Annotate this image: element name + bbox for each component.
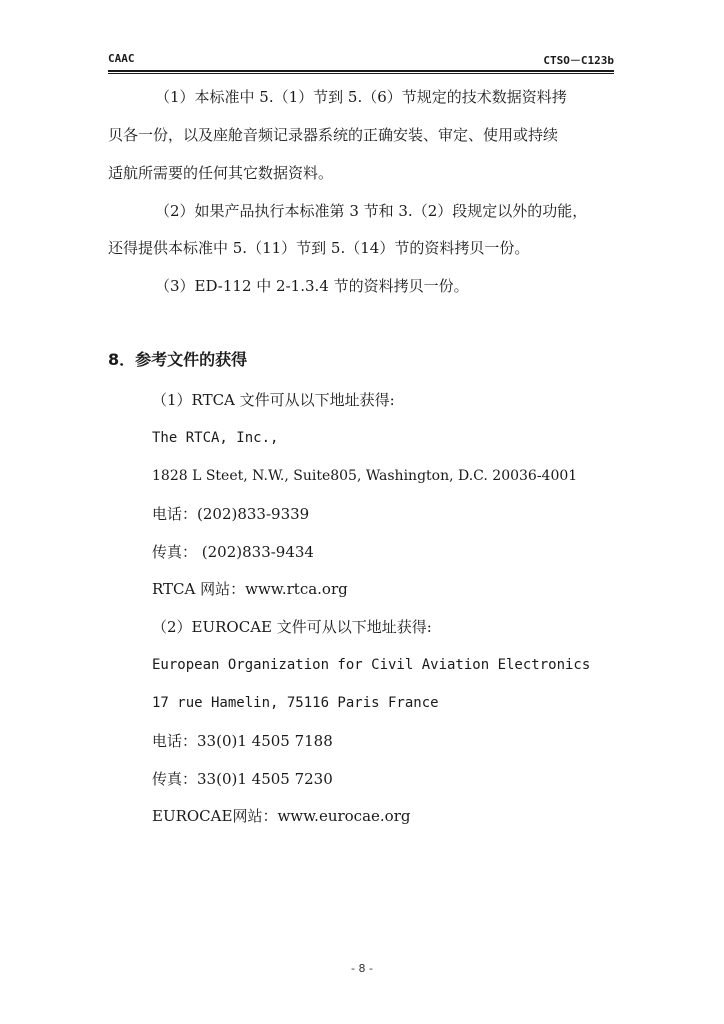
rtca-address: 1828 L Steet, N.W., Suite805, Washington, D.C. 20036-4001 <box>152 468 578 484</box>
item1-line2: 贝各一份，以及座舱音频记录器系统的正确安装、审定、使用或持续 <box>108 126 559 144</box>
item2-line2: 还得提供本标准中 5.（11）节到 5.（14）节的资料拷贝一份。 <box>108 239 530 257</box>
eurocae-name: European Organization for Civil Aviation Electronics <box>152 657 591 673</box>
section-8-title: 8．参考文件的获得 <box>108 350 248 369</box>
eurocae-intro: （2）EUROCAE 文件可从以下地址获得: <box>152 618 432 636</box>
header-rule-thin <box>108 73 614 74</box>
item1-line3: 适航所需要的任何其它数据资料。 <box>108 164 334 182</box>
item2-line1: （2）如果产品执行本标准第 3 节和 3.（2）段规定以外的功能， <box>155 202 588 220</box>
eurocae-fax: 传真：33(0)1 4505 7230 <box>152 770 333 788</box>
rtca-website: RTCA 网站：www.rtca.org <box>152 580 348 598</box>
rtca-fax: 传真： (202)833-9434 <box>152 543 314 561</box>
rtca-name: The RTCA, Inc., <box>152 430 279 446</box>
header-doc-id: CTSO－C123b <box>543 54 614 67</box>
eurocae-website: EUROCAE网站：www.eurocae.org <box>152 807 411 825</box>
item3-line: （3）ED-112 中 2-1.3.4 节的资料拷贝一份。 <box>155 277 469 295</box>
eurocae-phone: 电话：33(0)1 4505 7188 <box>152 732 333 750</box>
eurocae-address: 17 rue Hamelin, 75116 Paris France <box>152 695 439 711</box>
rtca-intro: （1）RTCA 文件可从以下地址获得: <box>152 391 395 409</box>
header-rule <box>108 70 614 72</box>
item1-line1: （1）本标准中 5.（1）节到 5.（6）节规定的技术数据资料拷 <box>155 88 567 106</box>
rtca-phone: 电话：(202)833-9339 <box>152 505 310 523</box>
page-number: - 8 - <box>351 962 373 975</box>
header-org: CAAC <box>108 52 135 65</box>
page-header <box>108 52 614 70</box>
